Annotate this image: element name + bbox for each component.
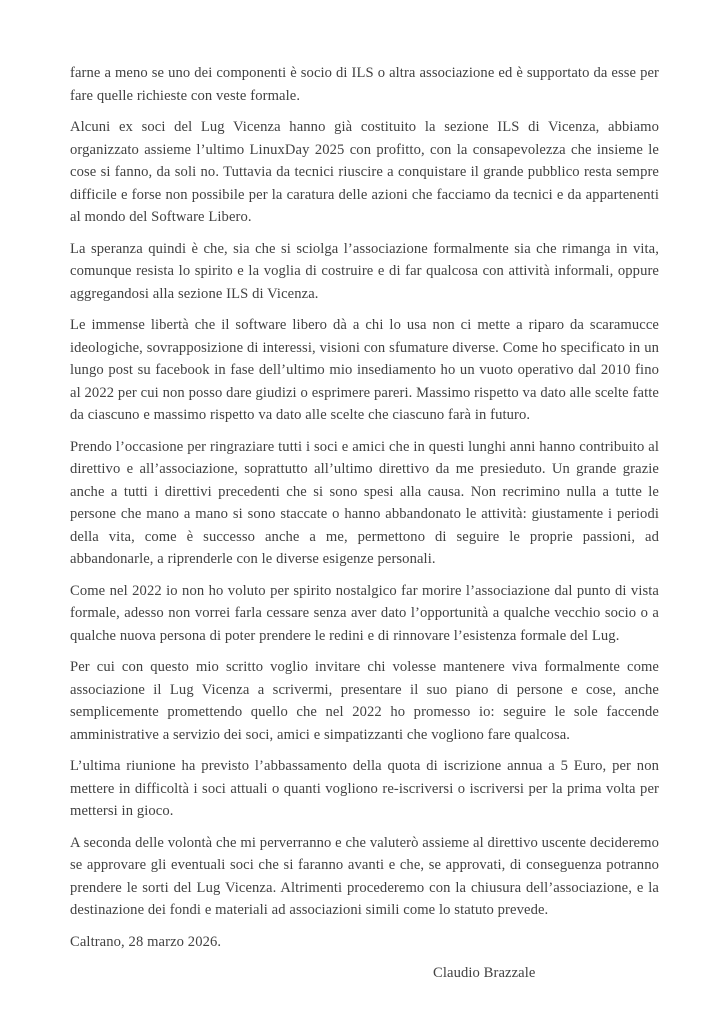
paragraph: La speranza quindi è che, sia che si sciolga l’associazione formalmente sia che rimanga in vita, comunque resista lo spirito e la voglia di costruire e di far qualcosa con attività informali, oppure aggregandosi alla sezione ILS di Vicenza.: [70, 240, 659, 302]
letter-body: [70, 62, 659, 994]
paragraph: Come nel 2022 io non ho voluto per spirito nostalgico far morire l’associazione dal punto di vista formale, adesso non vorrei farla cessare senza aver dato l’opportunità a qualche vecchio socio o a qualche nuova persona di poter prendere le redini e di rinnovare l’esistenza formale del Lug.: [70, 582, 659, 644]
paragraph: L’ultima riunione ha previsto l’abbassamento della quota di iscrizione annua a 5 Euro, per non mettere in difficoltà i soci attuali o quanti vogliono re-iscriversi o iscriversi per la prima volta per mettersi in gioco.: [70, 758, 659, 819]
signature: Claudio Brazzale: [433, 965, 536, 981]
paragraph: A seconda delle volontà che mi perverranno e che valuterò assieme al direttivo uscente decideremo se approvare gli eventuali soci che si faranno avanti e che, se approvati, di conseguenza potranno prendere le sorti del Lug Vicenza. Altrimenti procederemo con la chiusura dell’associazione, e la destinazione dei fondi e materiali ad associazioni simili come lo statuto prevede.: [70, 834, 659, 918]
paragraph: Le immense libertà che il software libero dà a chi lo usa non ci mette a riparo da scaramucce ideologiche, sovrapposizione di interessi, visioni con sfumature diverse. Come ho specificato in un lungo post su facebook in fase dell’ultimo mio insediamento ho un vuoto operativo dal 2010 fino al 2022 per cui non posso dare giudizi o esprimere pareri. Massimo rispetto va dato alle scelte fatte da ciascuno e massimo rispetto va dato alle scelte che ciascuno farà in futuro.: [70, 317, 659, 423]
paragraph: Alcuni ex soci del Lug Vicenza hanno già costituito la sezione ILS di Vicenza, abbiamo organizzato assieme l’ultimo LinuxDay 2025 con profitto, con la consapevolezza che insieme le cose si fanno, da soli no. Tuttavia da tecnici riuscire a conquistare il grande pubblico resta sempre difficile e forse non possibile per la caratura delle azioni che facciamo da tecnici e da appartenenti al mondo del Software Libero.: [70, 119, 659, 225]
paragraph: farne a meno se uno dei componenti è socio di ILS o altra associazione ed è supportato da esse per fare quelle richieste con veste formale.: [70, 65, 659, 104]
dateline: Caltrano, 28 marzo 2026.: [70, 933, 222, 950]
paragraph: Per cui con questo mio scritto voglio invitare chi volesse mantenere viva formalmente come associazione il Lug Vicenza a scrivermi, presentare il suo piano di persone e cose, anche semplicemente promettendo quello che nel 2022 ho promesso io: seguire le sole faccende amministrative a servizio dei soci, amici e simpatizzanti che vogliono fare qualcosa.: [70, 659, 659, 743]
paragraph: Prendo l’occasione per ringraziare tutti i soci e amici che in questi lunghi anni hanno contribuito al direttivo e all’associazione, soprattutto all’ultimo direttivo da me presieduto. Un grande grazie anche a tutti i direttivi precedenti che si sono spesi alla causa. Non recrimino nulla a tutte le persone che mano a mano si sono staccate o hanno abbandonato le attività: giustamente i periodi della vita, come è successo anche a me, permettono di seguire le proprie passioni, ad abbandonarle, a riprenderle con le diverse esigenze personali.: [70, 438, 659, 567]
